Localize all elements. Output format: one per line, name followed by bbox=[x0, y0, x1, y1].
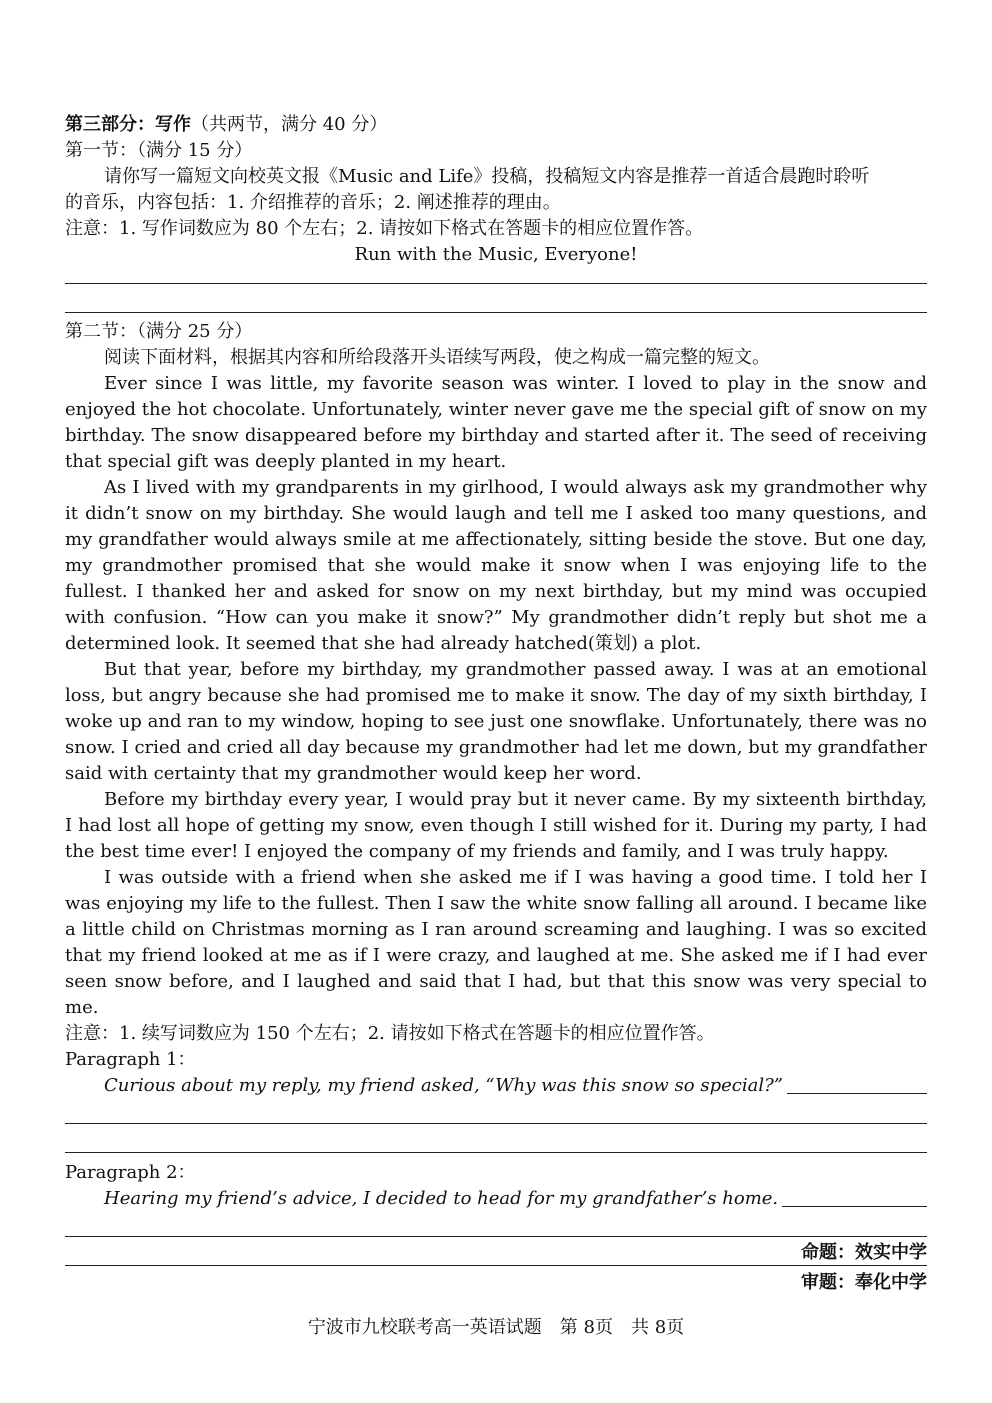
answer-line bbox=[65, 1099, 927, 1124]
story-paragraph: As I lived with my grandparents in my girlhood, I would always ask my grandmother why it didn’t snow on my birthday. She would laugh and tell me I asked too many questions, and my grandfather would always smile at me affectionately, sitting beside the stove. But one day, my grandmother promised that she would make it snow when I was enjoying life to the fullest. I thanked her and asked for snow on my next birthday, but my mind was occupied with confusion. “How can you make it snow?” My grandmother didn’t reply but shot me a determined look. It seemed that she had already hatched(策划) a plot. bbox=[65, 477, 927, 654]
page-footer: 宁波市九校联考高一英语试题 第 8页 共 8页 bbox=[307, 1317, 685, 1338]
answer-line bbox=[787, 1093, 927, 1094]
question-setter: 命题：效实中学 bbox=[801, 1242, 927, 1263]
answer-line bbox=[65, 1237, 927, 1266]
answer-line bbox=[782, 1206, 927, 1207]
paragraph2-start-row bbox=[65, 1186, 927, 1212]
story-paragraph: But that year, before my birthday, my grandmother passed away. I was at an emotional loss, but angry because she had promised me to make it snow. The day of my sixth birthday, I woke up and ran to my window, hoping to see just one snowflake. Unfortunately, there was no snow. I cried and cried all day because my grandmother had let me down, but my grandfather said with certainty that my grandmother would keep her word. bbox=[65, 659, 927, 784]
paragraph1-start: Curious about my reply, my friend asked, “Why was this snow so special?” bbox=[104, 1075, 783, 1096]
section1-prompt-line1: 请你写一篇短文向校英文报《Music and Life》投稿，投稿短文内容是推荐一首适合晨跑时聆听 bbox=[104, 166, 870, 187]
question-reviewer: 审题：奉化中学 bbox=[801, 1272, 927, 1293]
exam-page bbox=[65, 108, 927, 1266]
paragraph2-start: Hearing my friend’s advice, I decided to head for my grandfather’s home. bbox=[104, 1188, 779, 1209]
part3-heading bbox=[65, 112, 927, 138]
answer-line bbox=[65, 268, 927, 284]
credits bbox=[801, 1238, 927, 1298]
paragraph1-start-row bbox=[65, 1073, 927, 1099]
section1-note: 注意：1. 写作词数应为 80 个左右；2. 请按如下格式在答题卡的相应位置作答。 bbox=[65, 218, 704, 239]
story-paragraph: Ever since I was little, my favorite season was winter. I loved to play in the snow and enjoyed the hot chocolate. Unfortunately, winter never gave me the special gift of snow on my birthday. The snow disappeared before my birthday and started after it. The seed of receiving that special gift was deeply planted in my heart. bbox=[65, 373, 927, 472]
section1-title: 第一节：（满分 15 分） bbox=[65, 140, 253, 161]
paragraph1-label: Paragraph 1： bbox=[65, 1049, 196, 1070]
answer-line bbox=[65, 1124, 927, 1153]
section2-title: 第二节：（满分 25 分） bbox=[65, 321, 253, 342]
section2-note: 注意：1. 续写词数应为 150 个左右；2. 请按如下格式在答题卡的相应位置作答。 bbox=[65, 1023, 715, 1044]
section2-instruction: 阅读下面材料，根据其内容和所给段落开头语续写两段，使之构成一篇完整的短文。 bbox=[104, 347, 770, 368]
part3-heading-bold: 第三部分：写作 bbox=[65, 114, 191, 135]
answer-line bbox=[65, 284, 927, 313]
story-paragraph: Before my birthday every year, I would pray but it never came. By my sixteenth birthday, I had lost all hope of getting my snow, even though I still wished for it. During my party, I had the best time ever! I enjoyed the company of my friends and family, and I was truly happy. bbox=[65, 789, 927, 862]
story-paragraph: I was outside with a friend when she asked me if I was having a good time. I told her I was enjoying my life to the fullest. Then I saw the white snow falling all around. I became like a little child on Christmas morning as I ran around screaming and laughing. I was so excited that my friend looked at me as if I were crazy, and laughed at me. She asked me if I had ever seen snow before, and I laughed and said that I had, but that this snow was very special to me. bbox=[65, 867, 927, 1018]
answer-line bbox=[65, 1212, 927, 1237]
part3-heading-rest: （共两节，满分 40 分） bbox=[191, 114, 388, 135]
essay-title: Run with the Music, Everyone! bbox=[354, 244, 638, 265]
paragraph2-label: Paragraph 2： bbox=[65, 1162, 196, 1183]
section1-prompt-line2: 的音乐，内容包括：1. 介绍推荐的音乐；2. 阐述推荐的理由。 bbox=[65, 192, 561, 213]
